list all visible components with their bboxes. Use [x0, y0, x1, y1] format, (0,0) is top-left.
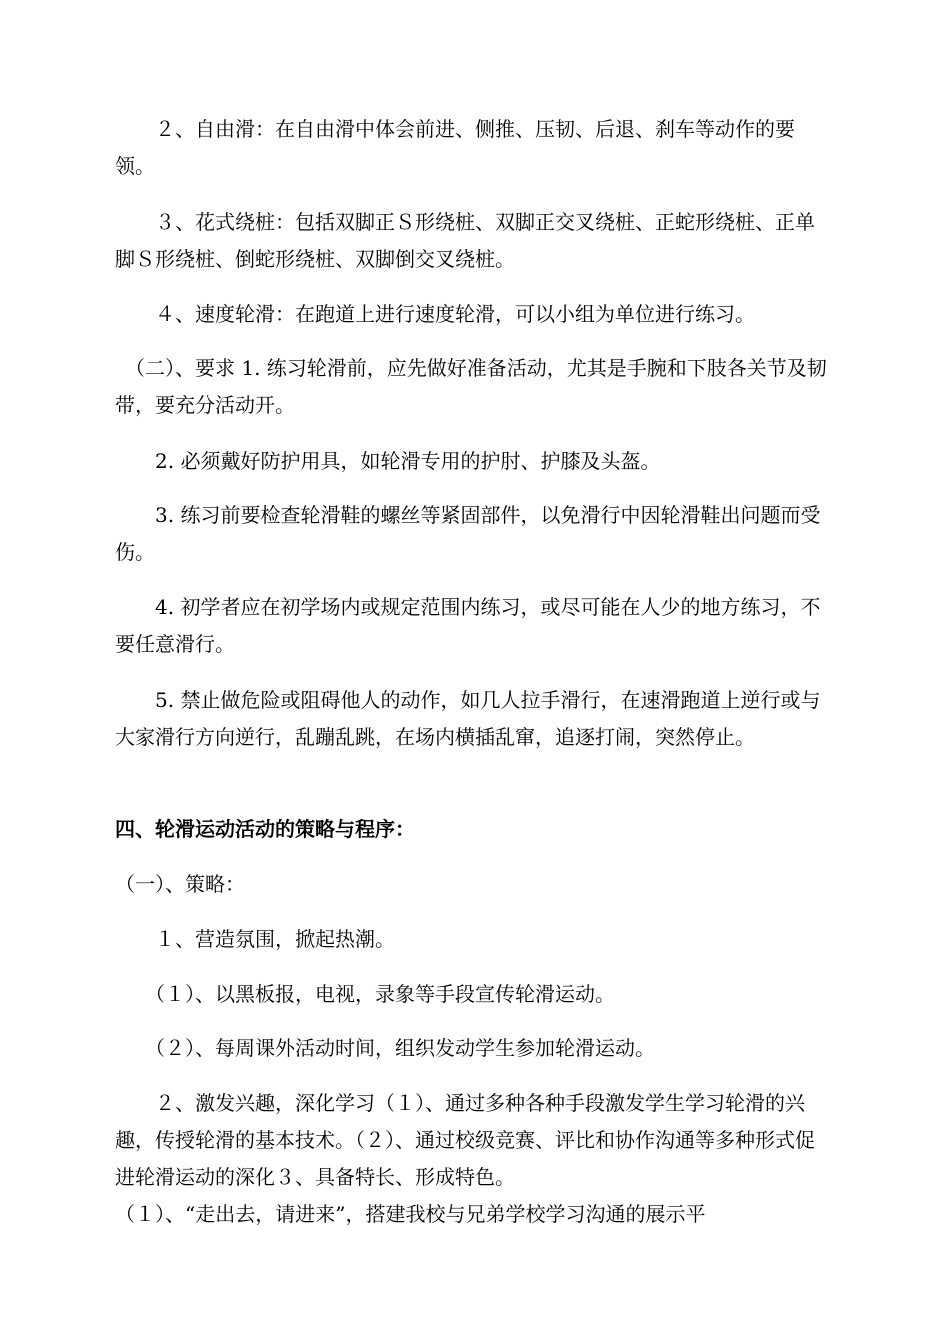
paragraph-slalom: ３、花式绕桩：包括双脚正Ｓ形绕桩、双脚正交叉绕桩、正蛇形绕桩、正单脚Ｓ形绕桩、倒蛇形绕桩、双脚倒交叉绕桩。: [115, 210, 815, 271]
paragraph-requirements: （二）、要求 1. 练习轮滑前，应先做好准备活动，尤其是手腕和下肢各关节及韧带，要充分活动开。: [115, 356, 827, 417]
section-heading-strategy: 四、轮滑运动活动的策略与程序：: [115, 817, 415, 841]
paragraph-speed-skating: ４、速度轮滑：在跑道上进行速度轮滑，可以小组为单位进行练习。: [115, 302, 755, 326]
paragraph-beginners: 4. 初学者应在初学场内或规定范围内练习，或尽可能在人少的地方练习，不要任意滑行。: [115, 595, 821, 656]
paragraph-free-skating: ２、自由滑：在自由滑中体会前进、侧推、压韧、后退、刹车等动作的要领。: [115, 117, 795, 178]
paragraph-weekly-activity: （２）、每周课外活动时间，组织发动学生参加轮滑运动。: [115, 1036, 655, 1060]
paragraph-protective-gear: 2. 必须戴好防护用具，如轮滑专用的护肘、护膝及头盔。: [115, 449, 661, 473]
paragraph-atmosphere: １、营造氛围，掀起热潮。: [115, 927, 395, 951]
paragraph-outreach: （１）、“走出去，请进来”，搭建我校与兄弟学校学习沟通的展示平: [115, 1202, 706, 1226]
paragraph-promotion: （１）、以黑板报，电视，录象等手段宣传轮滑运动。: [115, 982, 615, 1006]
subheading-strategy: （一）、策略：: [115, 872, 245, 896]
paragraph-prohibited-actions: 5. 禁止做危险或阻碍他人的动作，如几人拉手滑行，在速滑跑道上逆行或与大家滑行方向逆行，乱蹦乱跳，在场内横插乱窜，追逐打闹，突然停止。: [115, 688, 821, 749]
paragraph-interest: ２、激发兴趣，深化学习（１）、通过多种各种手段激发学生学习轮滑的兴趣，传授轮滑的基本技术。（２）、通过校级竞赛、评比和协作沟通等多种形式促进轮滑运动的深化３、具备特长、形成特色。: [115, 1091, 815, 1189]
paragraph-check-skates: 3. 练习前要检查轮滑鞋的螺丝等紧固部件，以免滑行中因轮滑鞋出问题而受伤。: [115, 503, 821, 564]
